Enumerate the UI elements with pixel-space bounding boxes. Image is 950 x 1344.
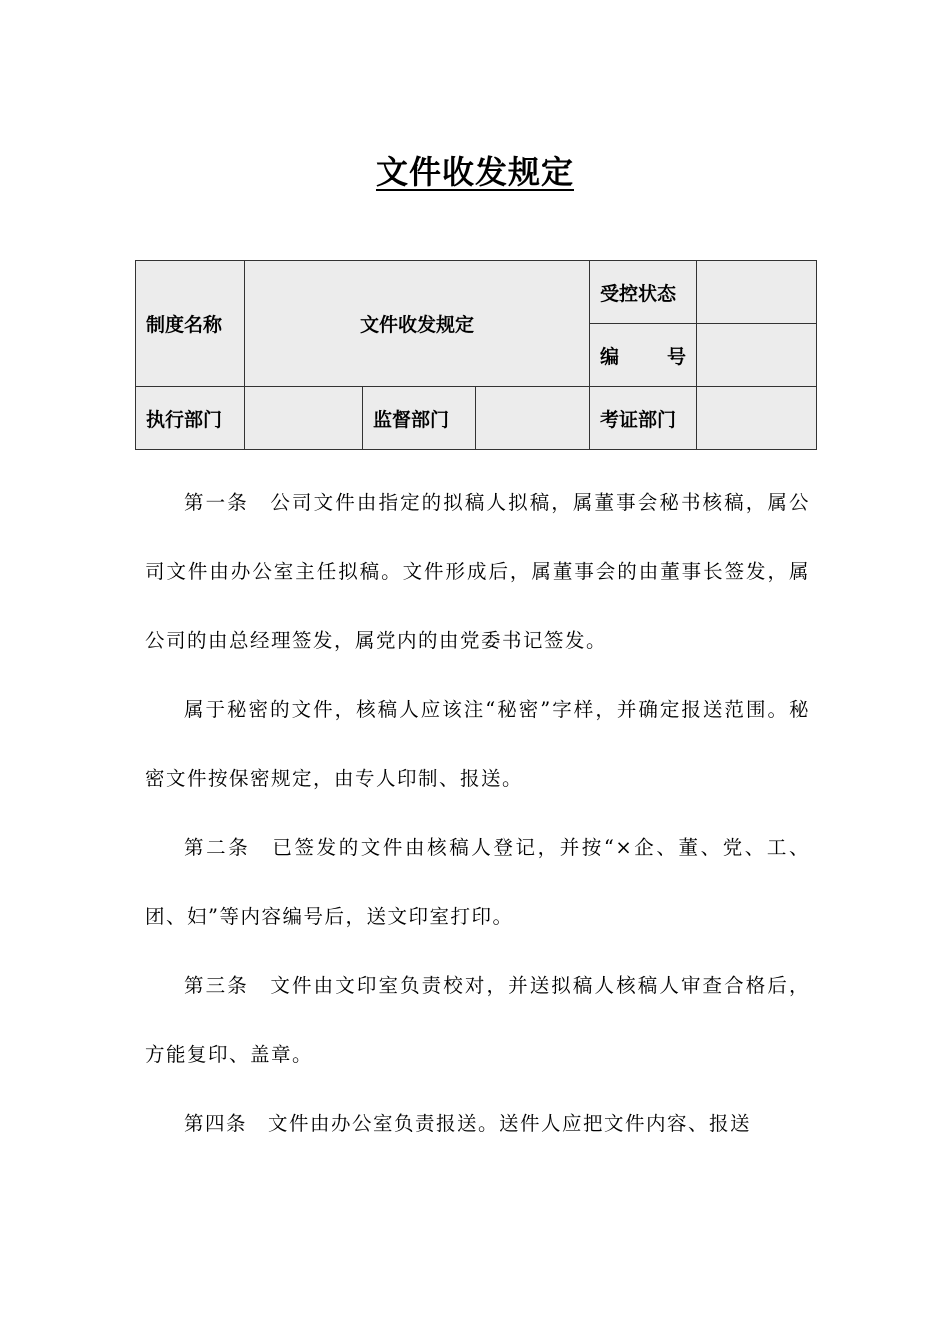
verify-dept-label-cell — [590, 387, 697, 450]
document-title — [0, 150, 950, 194]
supervise-dept-label: 监督部门 — [373, 408, 450, 431]
regulation-name-label: 制度名称 — [146, 314, 223, 336]
paragraph-article-4: 第四条 文件由办公室负责报送。送件人应把文件内容、报送 — [184, 1112, 752, 1135]
document-body — [145, 468, 810, 1158]
paragraph-article-1: 第一条 公司文件由指定的拟稿人拟稿，属董事会秘书核稿，属公司文件由办公室主任拟稿。文件形成后，属董事会的由董事长签发，属公司的由总经理签发，属党内的由党委书记签发。 — [145, 491, 810, 652]
regulation-header-table — [135, 260, 817, 450]
verify-dept-value-cell — [697, 387, 817, 450]
document-title-text: 文件收发规定 — [375, 153, 574, 191]
number-label-char-2: 号 — [667, 345, 687, 368]
supervise-dept-value-cell — [476, 387, 590, 450]
supervise-dept-label-cell — [363, 387, 476, 450]
exec-dept-label: 执行部门 — [146, 408, 223, 431]
paragraph-secret-files: 属于秘密的文件，核稿人应该注“秘密”字样，并确定报送范围。秘密文件按保密规定，由专人印制、报送。 — [145, 698, 810, 790]
regulation-name-label-cell — [136, 261, 245, 387]
regulation-name-value: 文件收发规定 — [360, 314, 475, 336]
paragraph-article-2: 第二条 已签发的文件由核稿人登记，并按“×企、董、党、工、团、妇”等内容编号后，送文印室打印。 — [145, 836, 810, 928]
paragraph-article-3: 第三条 文件由文印室负责校对，并送拟稿人核稿人审查合格后，方能复印、盖章。 — [145, 974, 810, 1066]
number-value-cell — [697, 324, 817, 387]
control-status-label: 受控状态 — [600, 282, 677, 305]
exec-dept-label-cell — [136, 387, 245, 450]
number-label-cell — [590, 324, 697, 387]
regulation-name-value-cell — [245, 261, 590, 387]
number-label-char-1: 编 — [600, 345, 620, 368]
control-status-label-cell — [590, 261, 697, 324]
control-status-value-cell — [697, 261, 817, 324]
exec-dept-value-cell — [245, 387, 363, 450]
verify-dept-label: 考证部门 — [600, 408, 677, 431]
